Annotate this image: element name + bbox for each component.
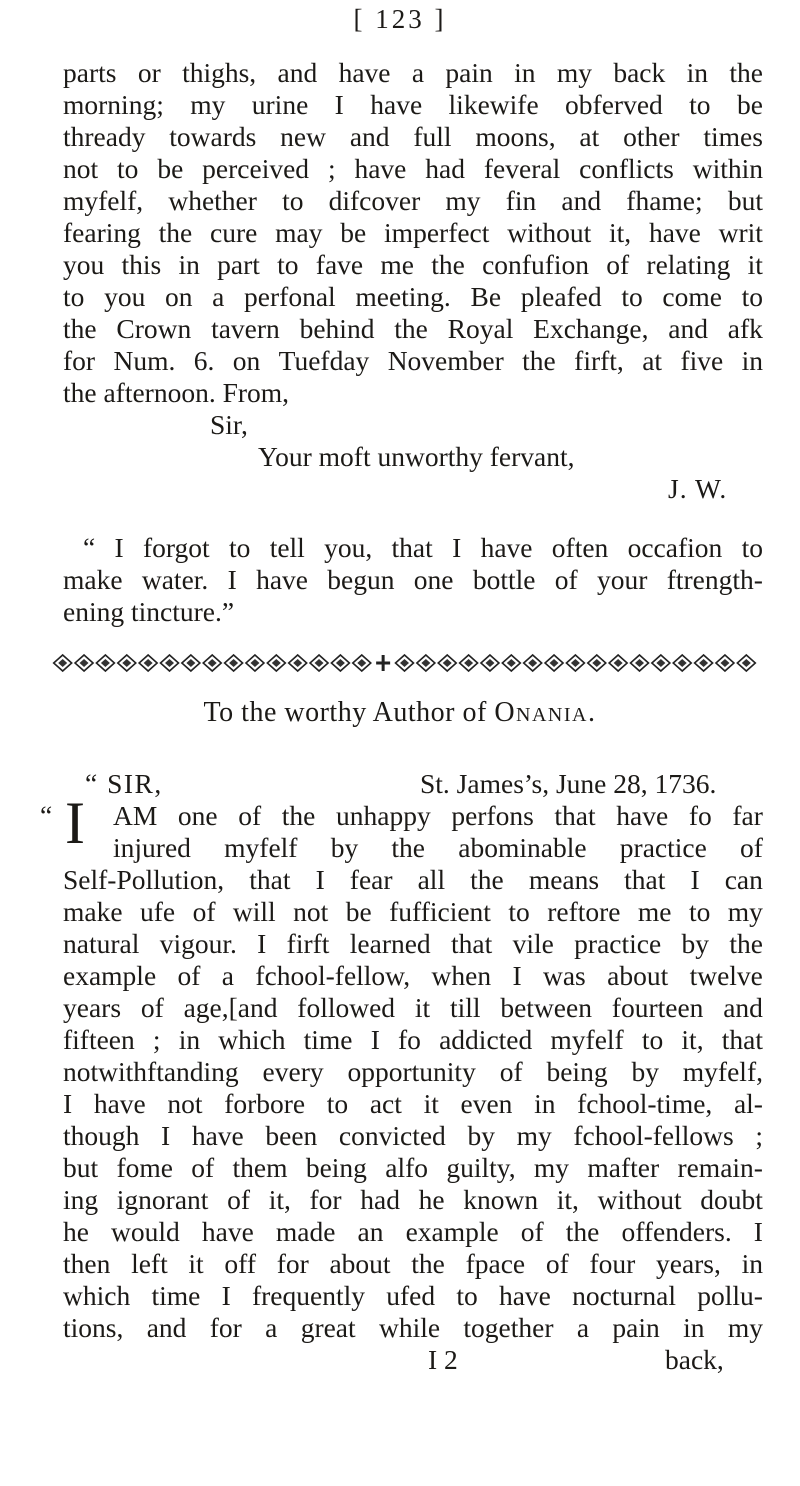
text-line: which time I frequently ufed to have nocturnal pollu- xyxy=(63,1280,763,1311)
text-line: notwithftanding every opportunity of being by myfelf, xyxy=(63,1056,763,1087)
text-line: you this in part to fave me the confufion of relating it xyxy=(63,249,763,280)
ornament-diamond xyxy=(225,655,243,671)
ornament-diamond xyxy=(588,655,606,671)
ornament-diamond xyxy=(96,655,114,671)
text-line: then left it off for about the fpace of four years, in xyxy=(63,1248,763,1279)
text-line: ing ignorant of it, for had he known it, without doubt xyxy=(63,1184,763,1215)
text-line: tions, and for a great while together a pain in my xyxy=(63,1312,763,1343)
ornament-diamond xyxy=(289,655,307,671)
ornament-diamond xyxy=(118,655,136,671)
text-line: myfelf, whether to difcover my fin and fhame; but xyxy=(63,185,763,216)
letter-signature: J. W. xyxy=(668,473,728,504)
ornament-diamond xyxy=(161,655,179,671)
text-line: the Crown tavern behind the Royal Exchange, and afk xyxy=(63,313,763,344)
ornament-band xyxy=(52,653,757,673)
text-line: make ufe of will not be fufficient to reftore me to my xyxy=(63,896,763,927)
text-line: not to be perceived ; have had feveral conflicts within xyxy=(63,153,763,184)
text-line: example of a fchool-fellow, when I was about twelve xyxy=(63,960,763,991)
ornament-diamond xyxy=(481,655,499,671)
ornament-diamond xyxy=(460,655,478,671)
ornament-diamond xyxy=(524,655,542,671)
text-line: to you on a perfonal meeting. Be pleafed to come to xyxy=(63,281,763,312)
ornament-diamond xyxy=(502,655,520,671)
ornament-divider xyxy=(52,653,757,673)
drop-cap: I xyxy=(65,790,85,856)
text-line: years of age,[and followed it till between fourteen and xyxy=(63,992,763,1023)
text-line: he would have made an example of the offenders. I xyxy=(63,1216,763,1247)
text-line: Self-Pollution, that I fear all the means that I can xyxy=(63,864,763,895)
ornament-diamond xyxy=(417,655,435,671)
ornament-diamond xyxy=(310,655,328,671)
catchword: back, xyxy=(665,1344,724,1375)
text-line: the afternoon. From, xyxy=(63,377,290,408)
heading-title: Onania. xyxy=(494,697,597,728)
text-line: fifteen ; in which time I fo addicted myfelf to it, that xyxy=(63,1024,763,1055)
ornament-diamond xyxy=(716,655,734,671)
ornament-diamond xyxy=(737,655,755,671)
letter-salutation: “ SIR, xyxy=(85,768,163,799)
ornament-diamond xyxy=(246,655,264,671)
letter-place-date: St. James’s, June 28, 1736. xyxy=(420,768,717,799)
text-line: for Num. 6. on Tuefday November the firft, at five in xyxy=(63,345,763,376)
ornament-diamond xyxy=(396,655,414,671)
page-number: [ 123 ] xyxy=(353,4,447,34)
ornament-diamond xyxy=(267,655,285,671)
ornament-diamond xyxy=(631,655,649,671)
postscript-line: make water. I have begun one bottle of your ftrength- xyxy=(63,564,763,595)
ornament-diamond xyxy=(54,655,72,671)
ornament-diamond xyxy=(652,655,670,671)
opening-quote: “ xyxy=(40,800,53,831)
ornament-diamond xyxy=(331,655,349,671)
ornament-diamond xyxy=(673,655,691,671)
ornament-diamond xyxy=(438,655,456,671)
ornament-cross xyxy=(376,655,390,671)
heading-prefix: To the worthy Author of xyxy=(203,697,487,728)
letter-closing: Your moft unworthy fervant, xyxy=(258,441,575,472)
letter-heading xyxy=(0,697,800,729)
text-line: fearing the cure may be imperfect without it, have writ xyxy=(63,217,763,248)
text-line: though I have been convicted by my fchool-fellows ; xyxy=(63,1120,763,1151)
text-line: injured myfelf by the abominable practice of xyxy=(113,832,763,863)
ornament-diamond xyxy=(566,655,584,671)
text-line: but fome of them being alfo guilty, my mafter remain- xyxy=(63,1152,763,1183)
text-line: thready towards new and full moons, at other times xyxy=(63,121,763,152)
signature-mark: I 2 xyxy=(428,1344,458,1375)
ornament-diamond xyxy=(695,655,713,671)
ornament-diamond xyxy=(139,655,157,671)
text-line: I have not forbore to act it even in fchool-time, al- xyxy=(63,1088,763,1119)
text-line: morning; my urine I have likewife obferved to be xyxy=(63,89,763,120)
letter-salutation: Sir, xyxy=(210,409,248,440)
text-line: natural vigour. I firft learned that vile practice by the xyxy=(63,928,763,959)
ornament-diamond xyxy=(353,655,371,671)
ornament-diamond xyxy=(203,655,221,671)
ornament-diamond xyxy=(182,655,200,671)
ornament-diamond xyxy=(609,655,627,671)
ornament-diamond xyxy=(545,655,563,671)
text-line: AM one of the unhappy perfons that have fo far xyxy=(113,800,763,831)
postscript-line: ening tincture.” xyxy=(63,596,235,627)
postscript-line: “ I forgot to tell you, that I have often occafion to xyxy=(83,532,763,563)
ornament-diamond xyxy=(75,655,93,671)
text-line: parts or thighs, and have a pain in my back in the xyxy=(63,57,763,88)
